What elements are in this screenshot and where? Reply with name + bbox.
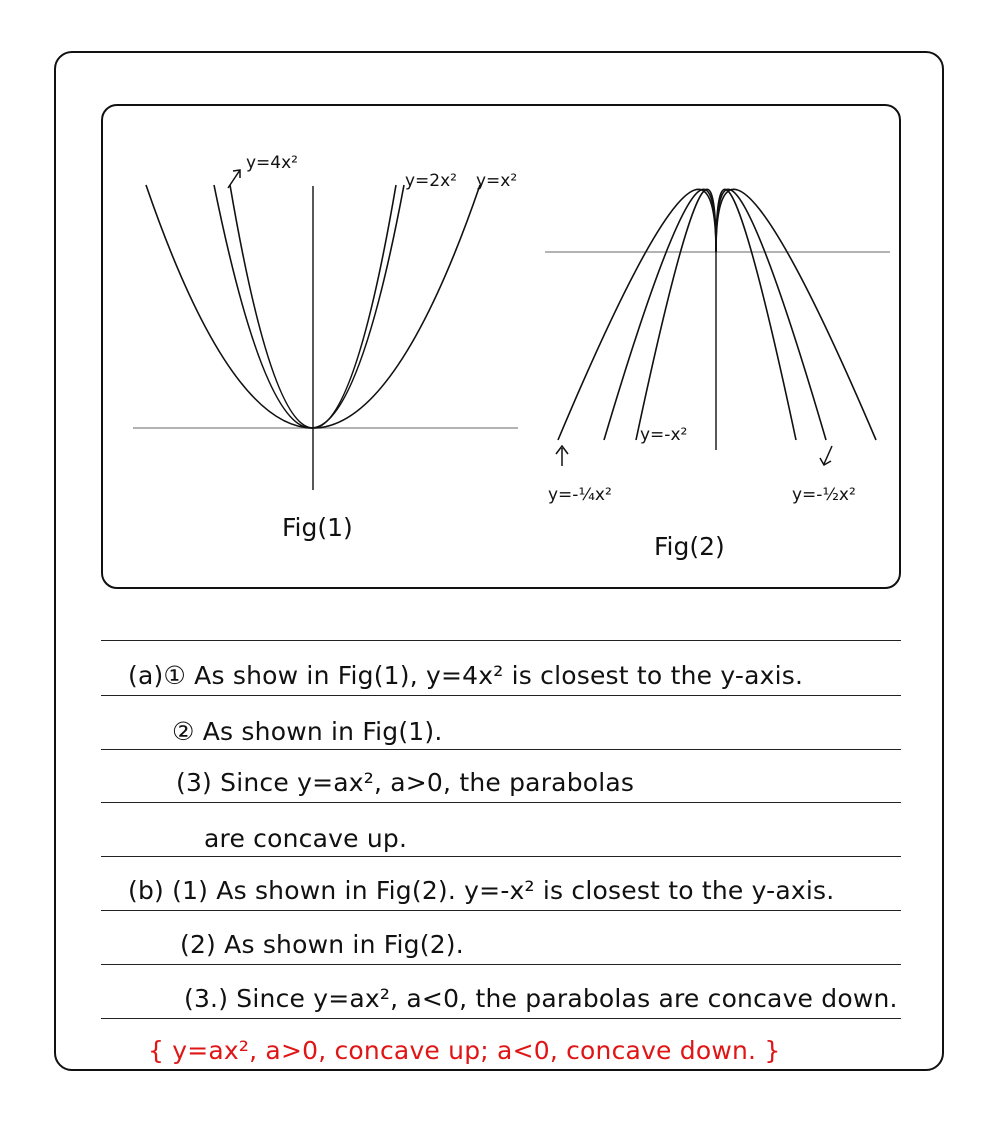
fig2-label-wide-left: y=-¼x² <box>548 485 612 505</box>
fig2-parabola-steep-right <box>716 189 796 440</box>
fig1-parabola-mid <box>214 185 404 428</box>
fig1-label-base: y=x² <box>476 171 518 191</box>
answer-b3: (3.) Since y=ax², a<0, the parabolas are concave down. <box>184 984 898 1013</box>
fig2-arrow-down-icon <box>820 446 832 465</box>
fig1-label-steep: y=4x² <box>246 153 298 173</box>
fig1-label-mid: y=2x² <box>405 171 457 191</box>
ruled-line <box>101 749 901 750</box>
fig1-caption: Fig(1) <box>282 513 353 542</box>
ruled-line <box>101 856 901 857</box>
fig2-label-wide-right: y=-½x² <box>792 485 856 505</box>
ruled-line <box>101 640 901 641</box>
fig2-label-mid: y=-x² <box>640 425 688 445</box>
fig2-parabola-wide-right <box>716 189 876 440</box>
ruled-line <box>101 695 901 696</box>
ruled-line <box>101 1018 901 1019</box>
fig2-parabola-mid-right <box>716 189 826 440</box>
answer-a3-line1: (3) Since y=ax², a>0, the parabolas <box>176 768 635 797</box>
fig2-parabola-wide-left <box>558 189 716 440</box>
fig1-arrow-icon <box>228 170 240 188</box>
fig2-caption: Fig(2) <box>654 532 725 561</box>
ruled-line <box>101 910 901 911</box>
ruled-line <box>101 802 901 803</box>
answer-b2: (2) As shown in Fig(2). <box>180 930 464 959</box>
ruled-line <box>101 964 901 965</box>
answer-b1: (b) (1) As shown in Fig(2). y=-x² is closest to the y-axis. <box>128 876 835 905</box>
fig2-arrow-up-icon <box>556 446 568 466</box>
answer-a1: (a)① As show in Fig(1), y=4x² is closest to the y-axis. <box>128 661 804 690</box>
answer-a2: ② As shown in Fig(1). <box>172 717 443 746</box>
summary-note: { y=ax², a>0, concave up; a<0, concave down. } <box>148 1036 781 1065</box>
answer-a3-line2: are concave up. <box>204 824 408 853</box>
